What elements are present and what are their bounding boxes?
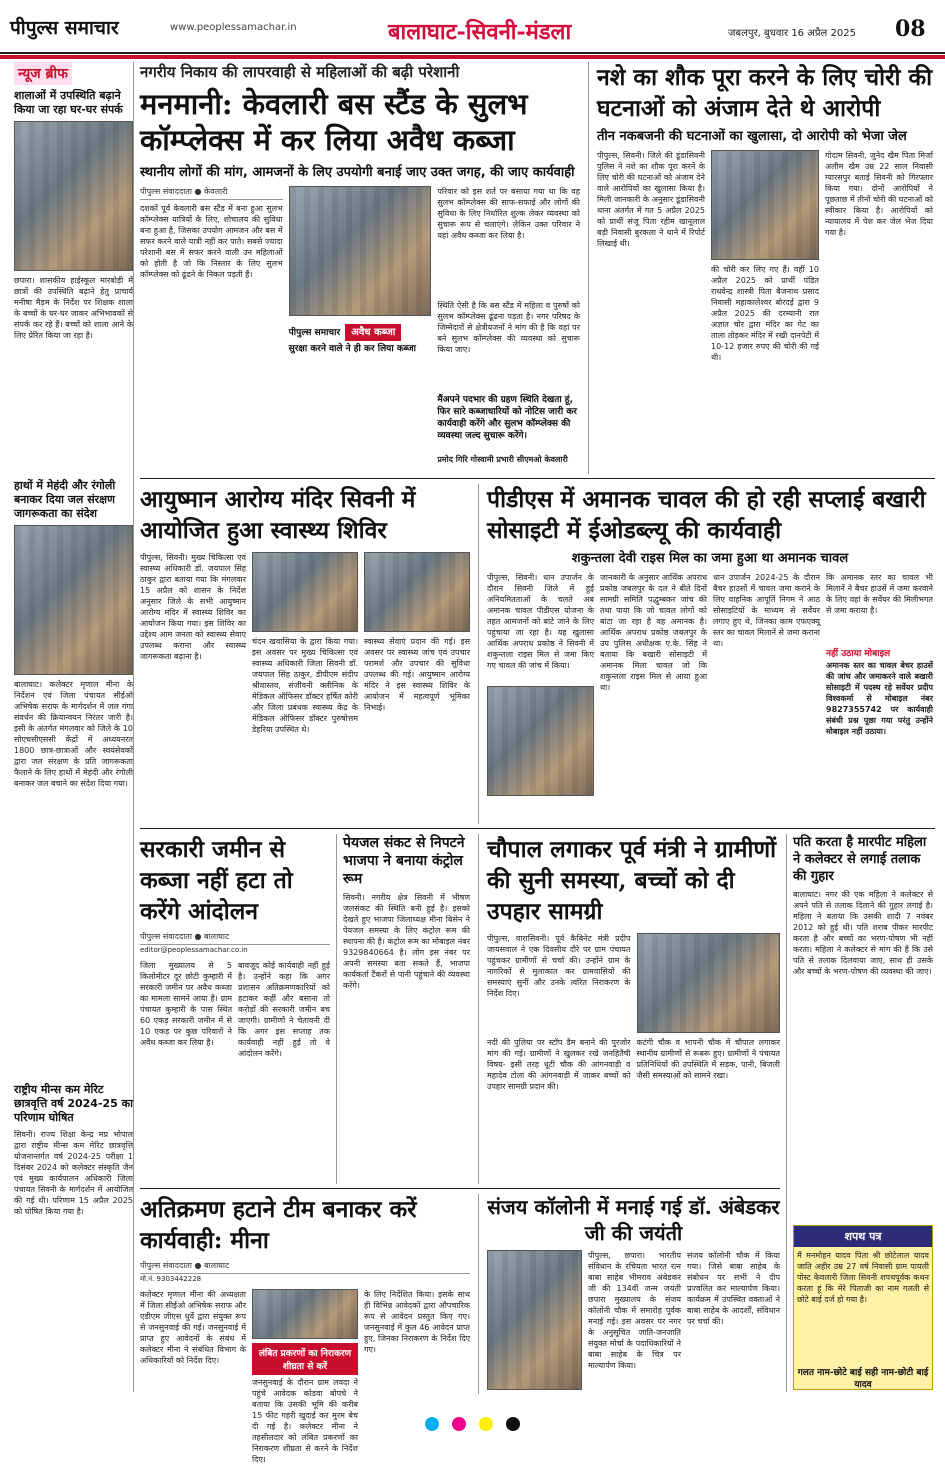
encroach-photo [252, 1289, 358, 1339]
land-body-1: जिला मुख्यालय से 5 किलोमीटर दूर छोटी कुम्हारी में सरकारी जमीन पर अवैध कब्जा का मामला सामने आया है। ग्राम पंचायत कुम्हारी के पास स्थित 60 एकड़ सरकारी जमीन में से 10 एकड़ पर कुछ परिवारों ने अवैध कब्जा कर लिया है। [140, 961, 232, 1047]
news-brief-tag: न्यूज ब्रीफ [14, 62, 72, 85]
dateline: जबलपुर, बुधवार 16 अप्रैल 2025 [728, 28, 856, 39]
oath-body: मैं मनमोहन यादव पिता श्री छोटेलाल यादव जाति अहीर उम्र 27 वर्ष निवासी ग्राम पायली पोस्ट केवलारी जिला सिवनी शपथपूर्वक कथन करता हूं कि मेरे पिताजी का नाम गलती से छोटे बाई दर्ज हो गया है। [797, 1251, 929, 1304]
rice-body-2: जानकारी के अनुसार आर्थिक अपराध प्रकोष्ठ जबलपुर के दल ने बीते दिनों सामग्री समिति पद्धुम्बकर जांच की तथा पाया कि जो चावल लोगों को बांटा जा रहा है वह अमानक है। आर्थिक अपराध प्रकोष्ठ जबलपुर के उप पुलिस अधीक्षक ए.के. सिंह ने बताया कि बखारी सोसाइटी में अमानक मिला चावल जो कि शकुन्तला राइस मिल से आया हुआ था। [600, 573, 707, 692]
inline-logo: पीपुल्स समाचार अवैध कब्जा [289, 320, 432, 339]
encroach-byline: पीपुल्स संवाददाता ● बालाघाट [140, 1260, 470, 1274]
row-divider-3 [140, 1188, 780, 1189]
story-divorce-plea [786, 834, 933, 1392]
oath-footer: गलत नाम-छोटे बाई सही नाम-छोटी बाई यादव [797, 1368, 929, 1390]
health-headline: आयुष्मान आरोग्य मंदिर सिवनी में आयोजित हुआ स्वास्थ्य शिविर [140, 486, 416, 544]
water-body: सिवनी। नगरीय क्षेत्र सिवनी में भीषण जलसंकट की स्थिति बनी हुई है। इसको देखते हुए भाजपा जिलाध्यक्ष मीना बिसेन ने पेयजल समस्या के लिए कंट्रोल रूम की स्थापना की है। कंट्रोल रूम का मोबाइल नंबर 9329840664 है। लोग इस नंबर पर अपनी समस्या बता सकते हैं, भाजपा कार्यकर्ता टैंकरों से पानी पहुंचाने की व्यवस्था करेंगे। [343, 893, 470, 990]
land-headline: सरकारी जमीन से कब्जा नहीं हटा तो करेंगे आंदोलन [140, 836, 293, 925]
oath-title: शपथ पत्र [794, 1226, 932, 1247]
story-subhead: स्थानीय लोगों की मांग, आमजनों के लिए उपयोगी बनाई जाए उक्त जगह, की जाए कार्यवाही [140, 165, 575, 180]
masthead-rule [0, 55, 945, 59]
magenta-swatch [452, 1417, 466, 1431]
rice-body-1: पीपुल्स, सिवनी। धान उपार्जन के दौरान सिवनी जिले में हुई अनियमितताओं के चलते अब अमानक चावल पीडीएस योजना के तहत आमजनों को बांटे जाने के लिए पहुंचाया जा रहा है। यह खुलासा आर्थिक अपराध प्रकोष्ठ ने सिवनी में शकुन्तला राइस मिल से जमा किए गए चावल की जांच में किया। [487, 573, 594, 670]
story-health-camp [140, 484, 470, 824]
theft-subhead: तीन नकबजनी की घटनाओं का खुलासा, दो आरोपी को भेजा जेल [597, 129, 907, 144]
story-pds-rice [478, 484, 933, 824]
land-byline: पीपुल्स संवाददाता ● बालाघाट [140, 931, 330, 945]
theft-body-1: पीपुल्स, सिवनी। जिले की डूंडासिवनी पुलिस ने नशे का शौक पूरा करने के लिए चोरी की घटनाओं को अंजाम देने वाले आरोपियों का खुलासा किया है। मिली जानकारी के अनुसार डूंडासिवनी थाना अंतर्गत में गत 5 अप्रैल 2025 को प्रार्थी संजू पिता रहीम खानूलाल बड़ी निवासी बुरकला ने थाने में रिपोर्ट लिखाई थी। [597, 151, 705, 248]
oath-notice [793, 1225, 933, 1390]
divorce-body: बालाघाट। नगर की एक महिला ने कलेक्टर से अपने पति से तलाक दिलाने की गुहार लगाई है। महिला ने बताया कि उसकी शादी 7 नवंबर 2012 को हुई थी। पति शराब पीकर मारपीट करता है और बच्चों का भरण-पोषण भी नहीं करता। महिला ने कलेक्टर से मांग की है कि उसे पति से तलाक दिलवाया जाए, साथ ही उसके और बच्चों के भरण-पोषण की व्यवस्था की जाए। [793, 890, 933, 976]
chaupal-headline: चौपाल लगाकर पूर्व मंत्री ने ग्रामीणों की सुनी समस्या, बच्चों को दी उपहार सामग्री [487, 836, 777, 925]
encroach-body-1: कलेक्टर मृणाल मीना की अध्यक्षता में जिला सीईओ अभिषेक सराफ और एडीएम जीएस धुर्वे द्वारा संयुक्त रूप से जनसुनवाई की गई। जनसुनवाई में प्राप्त हुए आवेदनों के संबंध में कलेक्टर मीना ने संबंधित विभाग के अधिकारियों को निर्देश दिए। [140, 1290, 246, 1365]
newspaper-logo: पीपुल्स समाचार [10, 17, 119, 39]
police-photo [711, 150, 819, 260]
brief-1-photo [14, 121, 133, 271]
chaupal-photo [637, 933, 781, 1033]
story-body-1: दशकों पूर्व केवलारी बस स्टैंड में बना हुआ सुलभ कॉम्प्लेक्स यात्रियों के लिए, शोचालय की सुविधा बना हुआ है, जिसका उपयोग आमजन और बस में सफर करने वाले यात्री नहीं कर पाते। सबसे ज्यादा परेशानी बस में सफर करने वाली उन महिलाओं को होती है जो कि निस्तार के लिए सुलभ कॉम्प्लेक्स को ढूंढने के निकल पड़ती हैं। [140, 204, 283, 279]
health-body-3: स्वास्थ्य सेवाएं प्रदान की गई। इस अवसर पर स्वास्थ्य जांच एवं उपचार परामर्श और उपचार की सुविधा उपलब्ध की गई। आयुष्मान आरोग्य मंदिर ने इस स्वास्थ्य शिविर के आयोजन में महत्वपूर्ण भूमिका निभाई। [364, 637, 470, 712]
brief-3-body: सिवनी। राज्य शिक्षा केन्द्र मप्र भोपाल द्वारा राष्ट्रीय मीन्स कम मेरिट छात्रवृत्ति योजनान्तर्गत वर्ष 2024-25 परीक्षा 1 दिसंबर 2024 को कलेक्टर संस्कृति जैन एवं मुख्य कार्यपालन अधिकारी जिला पंचायत सिवनी के मार्गदर्शन में आयोजित की गई थी। परिणाम 15 अप्रैल 2025 को घोषित किया गया है। [14, 1130, 133, 1216]
rice-box-body: अमानक स्तर का चावल बेचर हाउसें की जांच और जमाकरने वाले बखारी सोसाइटी में पदस्थ रहे सर्वेयर प्रदीप विश्वकर्मा से मोबाइल नंबर 9827355742 पर कार्यवाही संबंधी प्रश्न पूछा गया परंतु उन्होंने मोबाइल नहीं उठाया। [826, 661, 933, 736]
row-divider-1 [140, 478, 935, 479]
story-byline: पीपुल्स संवाददाता ● केवलारी [140, 186, 283, 200]
story-body-3: स्थिति ऐसी है कि बस स्टैंड में महिला व पुरुषों को सुलभ कॉम्प्लेक्स ढूंढना पड़ता है। नगर परिषद के जिम्मेदारों से क्षेत्रीयजनों ने मांग की है कि वहां पर बने सुलभ कॉम्प्लेक्स की व्यवस्था को सुचारू किया जाए। [437, 301, 581, 354]
land-email[interactable]: editor@peoplessamachar.co.in [140, 946, 248, 954]
encroach-body-2: के लिए निर्देशित किया। इसके साथ ही विभिन्न आवेदकों द्वारा औपचारिक रूप से आवेदन प्रस्तुत किए गए। जनसुनवाई में कुल 46 आवेदन प्राप्त हुए, जिनका निराकरण के निर्देश दिए गए। [364, 1290, 470, 1354]
story-toilet-complex [140, 62, 580, 474]
water-headline: पेयजल संकट से निपटने भाजपा ने बनाया कंट्रोल रूम [343, 835, 465, 887]
story-theft [588, 62, 933, 474]
story-ambedkar [478, 1194, 780, 1394]
cyan-swatch [425, 1417, 439, 1431]
chaupal-body-2: नदी की पुलिया पर स्टॉप डैम बनाने की पुरजोर मांग की गई। ग्रामीणों ने खुलकर रखे जनहितैषी विषय- इसी तरह धूटी चौक की आंगनवाड़ी व महादेव टोला की आंगनवाड़ी में जाकर बच्चों को उपहार सामग्री प्रदान की। [487, 1038, 631, 1091]
health-photo [252, 552, 358, 632]
rice-subhead: शकुन्तला देवी राइस मिल का जमा हुआ था अमानक चावल [571, 551, 849, 566]
land-body-2: बावजूद कोई कार्यवाही नहीं हुई है। उन्होंने कहा कि अगर प्रशासन अतिक्रमणकारियों को हटाकर कहीं और बसाना तो करोड़ों की सरकारी जमीन बच जाएगी। ग्रामीणों ने चेतावनी दी कि अगर इस सप्ताह तक कार्यवाही नहीं हुई तो वे आंदोलन करेंगे। [238, 961, 330, 1058]
inset-headline: सुरक्षा करने वाले ने ही कर लिया कब्जा [288, 344, 417, 354]
ambedkar-body-2: संजय कॉलोनी चौक में किया गया। जिसे बाबा साहेब के संबोधन पर सभी ने दीप प्रज्वलित कर माल्यार्पण किया। कार्यक्रम में उपस्थित वक्ताओं ने बाबा साहेब के आदर्शों, संविधान पर चर्चा की। [687, 1251, 780, 1326]
theft-body-3: गोदाम सिवनी, जुनेद खैम पिता मिर्जा अलीम खैम उम्र 22 साल निवासी ग्यारसपुर बताई सिवनी को गिरफ्तार किया गया। दोनों आरोपियों ने पूछताछ में तीनों चोरी की घटनाओं को स्वीकार किया है। आरोपियों को न्यायालय में पेश कर जेल भेज दिया गया है। [825, 151, 933, 237]
masthead [0, 0, 945, 54]
health-body-2: चंदन खवासिया के द्वारा किया गया। इस अवसर पर मुख्य चिकित्सा एवं स्वास्थ्य अधिकारी जिला सिवनी डॉ. जयपाल सिंह ठाकुर, डीपीएम संदीप श्रीवास्तव, संजीवनी क्लीनिक के मेडिकल ऑफिसर डॉक्टर हर्षित कोरी और जिला प्रबंधक स्वास्थ्य केंद्र के मेडिकल ऑफिसर डॉक्टर पुरुषोत्तम डेहरिया उपस्थित थे। [252, 637, 358, 734]
story-chaupal [478, 834, 780, 1184]
ambedkar-body-1: पीपुल्स, छपारा। भारतीय संविधान के रचियता भारत रत्न बाबा साहेब भीमराव अंबेडकर जी की 134वीं जन्म जयंती छपारा मुख्यालय के संजय कॉलोनी चौक में समारोह पूर्वक मनाई गई। इस अवसर पर नगर के अनुसूचित जाति-जनजाति संयुक्त मोर्चा के पदाधिकारियों ने बाबा साहेब के चित्र पर माल्यार्पण किया। [588, 1251, 681, 1370]
row-divider-2 [140, 828, 935, 829]
rice-box-head: नहीं उठाया मोबाइल [826, 649, 891, 659]
brief-1-headline: शालाओं में उपस्थिति बढ़ाने किया जा रहा घर-घर संपर्क [14, 89, 123, 116]
website-url[interactable]: www.peoplessamachar.in [170, 22, 297, 33]
section-title: बालाघाट-सिवनी-मंडला [388, 19, 572, 45]
bus-stand-photo [289, 186, 432, 316]
rice-body-4: कि अमानक स्तर का चावल भी मिलानें ने बैचर हाउसें में जमा करवाने के लिए वहां के सर्वेयर की मिलीभगत से जमा कराया है। [826, 573, 933, 615]
theft-body-2: की चोरी कर लिए गए हैं। वहीं 10 अप्रैल 2025 को प्रार्थी पंडित राधवेन्द्र शास्त्री पिता बैजनाथ प्रसाद निवासी महाकालेश्वर बोरदई द्वारा 9 अप्रैल 2025 की दरम्यानी रात अज्ञात चोर द्वारा मंदिर का गेट का ताला तोड़कर मंदिर में रखी दानपेटी में 10-12 हजार रुपए की चोरी की गई थी। [711, 265, 819, 362]
chaupal-body-1: पीपुल्स, वारासिवनी। पूर्व कैबिनेट मंत्री प्रदीप जायसवाल ने एक दिवसीय दौरे पर ग्राम पंचायत पहुंचकर ग्रामीणों से चर्चा की। उन्होंने ग्राम के नागरिकों से मुलाकात कर ग्रामवासियों की समस्याएं सुनीं और उनके त्वरित निराकरण के निर्देश दिए। [487, 934, 631, 998]
ambedkar-photo [487, 1250, 582, 1390]
health-photo-2 [364, 552, 470, 632]
chaupal-body-3: कटंगी चौक व भापनी चौक में चौपाल लगाकर स्थानीय ग्रामीणों से रूबरू हुए। ग्रामीणों ने पंचायत प्रतिनिधियों की उपस्थिति में सड़क, पानी, बिजली जैसी समस्याओं को सामने रखा। [636, 1038, 780, 1080]
story-body-2: परिवार को इस शर्त पर बसाया गया था कि वह सुलभ कॉम्प्लेक्स की साफ-सफाई और लोगों की सुविधा के लिए निर्धारित शुल्क लेकर व्यवस्था को सुचारू रूप से चलाएंगे। लेकिन उक्त परिवार ने यहां अवैध कब्जा कर लिया है। [437, 187, 581, 240]
encroach-mobile: मो.नं. 9303442228 [140, 1275, 202, 1283]
story-kicker: नगरीय निकाय की लापरवाही से महिलाओं की बढ़ी परेशानी [140, 63, 460, 81]
story-headline: मनमानी: केवलारी बस स्टैंड के सुलभ कॉम्प्लेक्स में कर लिया अवैध कब्जा [140, 87, 528, 157]
encroach-banner: लंबित प्रकरणों का निराकरण शीघ्रता से करें [252, 1343, 358, 1375]
divorce-headline: पति करता है मारपीट महिला ने कलेक्टर से लगाई तलाक की गुहार [793, 835, 927, 884]
page-number: 08 [895, 16, 935, 44]
rice-headline: पीडीएस में अमानक चावल की हो रही सप्लाई बखारी सोसाइटी में ईओडब्ल्यू की कार्यवाही [487, 486, 926, 544]
brief-2-photo [14, 525, 133, 675]
ambedkar-headline: संजय कॉलोनी में मनाई गई डॉ. अंबेडकर जी की जयंती [487, 1195, 780, 1245]
story-encroachment [140, 1194, 470, 1464]
rice-body-3: धान उपार्जन 2024-25 के दौरान बैचर हाउसों में चावल जमा कराने के लिए वाहनिक आपूर्ति निगम ने आठ सोसाइटियों के माध्यम से सर्वेयर लगाए हुए थे, जिनका काम एफएक्यू स्तर का चावल मिलानें से जमा कराना था। [713, 573, 820, 648]
yellow-swatch [479, 1417, 493, 1431]
brief-1-body: छपारा। शासकीय हाईस्कूल मारबोड़ी में छात्रों की उपस्थिति बढ़ाने हेतु प्राचार्य मनीषा मैड़म के निर्देश पर शिक्षक शाला के बच्चों के घर-घर जाकर अभिभावकों से संपर्क कर रहे हैं। बच्चों को शाला आने के लिए प्रेरित किया जा रहा है। [14, 276, 133, 340]
story-water-control [336, 834, 470, 1184]
print-registration-bar [0, 1400, 945, 1445]
brief-2-body: बालाघाट। कलेक्टर मृणाल मीना के निर्देशन एवं जिला पंचायत सीईओ अभिषेक सराफ के मार्गदर्शन में जल गंगा संवर्धन की क्रियान्वयन निरंतर जारी है। इसी के अंतर्गत मंगलवार को जिले के 10 सोएचसीएससी केंद्रों में अध्ययनरत 1800 छात्र-छात्राओं और स्वयंसेवकों द्वारा जल संरक्षण के प्रति जागरूकता फैलाने के लिए हाथों में मेहंदी और रंगोली बनाकर जल बचाने का संदेश दिया गया। [14, 680, 133, 788]
brief-3-headline: राष्ट्रीय मीन्स कम मेरिट छात्रवृत्ति वर्ष 2024-25 का परिणाम घोषित [14, 1083, 133, 1124]
story-govt-land [140, 834, 330, 1184]
encroach-headline: अतिक्रमण हटाने टीम बनाकर करें कार्यवाही: मीना [140, 1196, 417, 1254]
black-swatch [506, 1417, 520, 1431]
encroach-banner-body: जनसुनवाई के दौरान ग्राम लवदा ने पहुंचे आवेदक कोडवा बोपचे ने बताया कि उसकी भूमि की करीब 15 फीट गहरी खुदाई कर मुरम बेच दी गई है। कलेक्टर मीना ने तहसीलदार को लंबित प्रकरणों का निराकरण शीघ्रता से करने के निर्देश दिए। [252, 1378, 358, 1464]
theft-headline: नशे का शौक पूरा करने के लिए चोरी की घटनाओं को अंजाम देते थे आरोपी [597, 64, 933, 122]
health-body-1: पीपुल्स, सिवनी। मुख्य चिकित्सा एवं स्वास्थ्य अधिकारी डॉ. जयपाल सिंह ठाकुर द्वारा बताया गया कि मंगलवार 15 अप्रैल को शासन के निर्देश अनुसार जिले के सभी आयुष्मान आरोग्य मंदिर में स्वास्थ्य शिविर का आयोजन किया गया। इस शिविर का उद्देश्य आम जनता को स्वास्थ्य सेवाएं उपलब्ध कराना और स्वास्थ्य जागरूकता बढ़ाना है। [140, 553, 246, 661]
official-name: प्रमोद गिरि गोस्वामी प्रभारी सीएमओ केवलारी [437, 455, 568, 464]
official-quote: मैंअपने पदभार की ग्रहण स्थिति देखता हूं, फिर सारे कब्जाधारियों को नोटिस जारी कर कार्यवाही करेंगे और सुलभ कॉम्प्लेक्स की व्यवस्था जल्द सुचारू करेंगे। [437, 395, 577, 441]
news-brief-column [14, 62, 134, 1392]
brief-2-headline: हाथों में मेहंदी और रंगोली बनाकर दिया जल संरक्षण जागरूकता का संदेश [14, 479, 116, 520]
rice-photo [487, 686, 594, 796]
